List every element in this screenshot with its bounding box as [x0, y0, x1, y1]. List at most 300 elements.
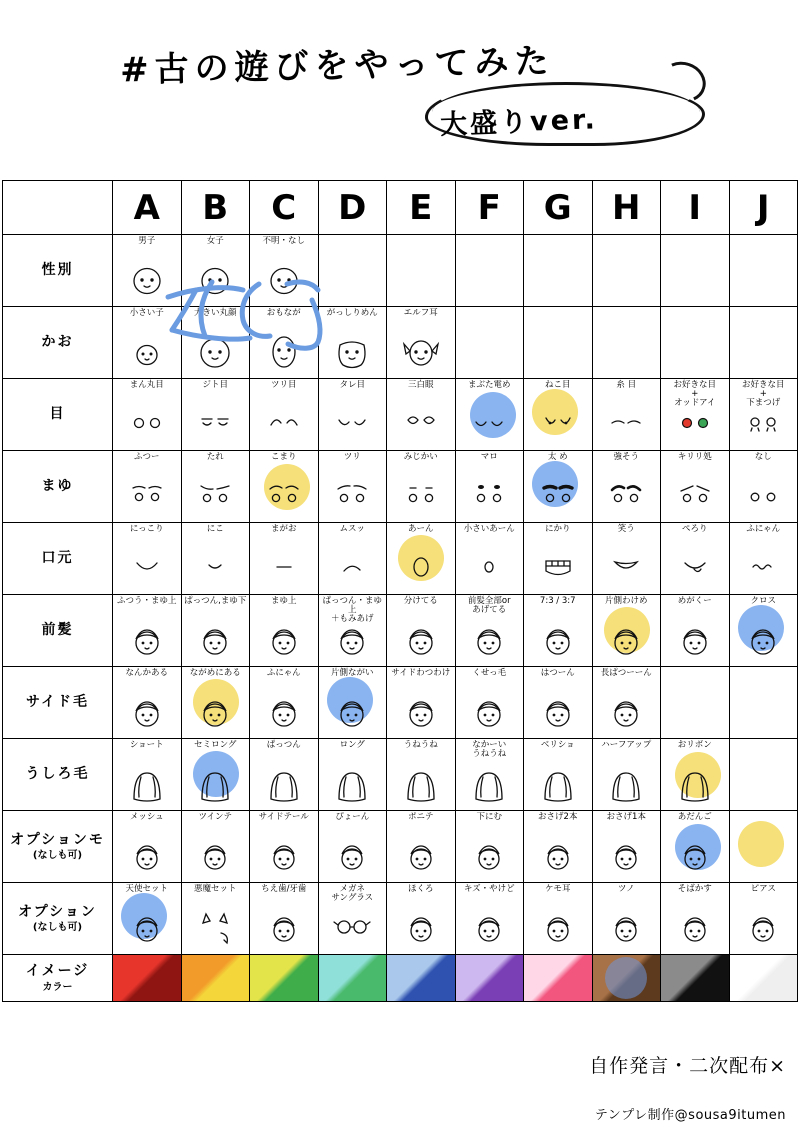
option-label: エルフ耳: [403, 308, 438, 318]
option-cell[interactable]: [524, 379, 593, 451]
option-label: 片側わけめ: [604, 596, 648, 606]
option-cell[interactable]: [181, 451, 250, 523]
option-illustration: [387, 902, 455, 952]
option-illustration: [319, 902, 387, 952]
option-illustration: [387, 398, 455, 448]
option-cell[interactable]: [181, 379, 250, 451]
option-cell[interactable]: [661, 595, 730, 667]
option-cell[interactable]: [318, 235, 387, 307]
option-label: にかり: [544, 524, 571, 534]
option-cell[interactable]: [318, 667, 387, 739]
option-cell[interactable]: [181, 739, 250, 811]
option-illustration: [593, 470, 661, 520]
option-cell[interactable]: [661, 811, 730, 883]
option-cell[interactable]: [250, 379, 319, 451]
option-cell[interactable]: [387, 667, 456, 739]
row-header-3: [3, 451, 113, 523]
option-label: にこ: [206, 524, 224, 534]
option-label: ツリ目: [270, 380, 297, 390]
option-label: 長ぱつーーん: [600, 668, 652, 678]
option-label: キズ・やけど: [463, 884, 515, 894]
option-illustration: [182, 398, 250, 448]
option-cell[interactable]: [455, 883, 524, 955]
option-cell[interactable]: [387, 379, 456, 451]
character-maker-table: [2, 180, 798, 1002]
option-cell[interactable]: [592, 451, 661, 523]
column-header-F: F: [455, 181, 524, 235]
option-cell[interactable]: [729, 379, 798, 451]
option-illustration: [456, 398, 524, 448]
option-label: そばかす: [677, 884, 712, 894]
option-cell[interactable]: [661, 307, 730, 379]
option-cell[interactable]: [318, 307, 387, 379]
option-label: はつーん: [540, 668, 575, 678]
option-label: ふつー: [133, 452, 160, 462]
option-cell[interactable]: [113, 595, 182, 667]
option-cell[interactable]: [318, 811, 387, 883]
option-label: にっこり: [129, 524, 164, 534]
column-header-D: D: [318, 181, 387, 235]
option-illustration: [387, 614, 455, 664]
option-illustration: [319, 398, 387, 448]
option-label: くせっ毛: [472, 668, 507, 678]
option-illustration: [730, 470, 798, 520]
option-illustration: [250, 254, 318, 304]
option-label: ベリショ: [540, 740, 575, 750]
option-label: あーん: [407, 524, 434, 534]
option-cell[interactable]: [181, 523, 250, 595]
option-illustration: [182, 542, 250, 592]
color-swatch-cell[interactable]: [250, 955, 319, 1002]
option-cell[interactable]: [318, 523, 387, 595]
color-swatch-cell[interactable]: [524, 955, 593, 1002]
option-label: なし: [754, 452, 772, 462]
option-illustration: [661, 470, 729, 520]
option-illustration: [319, 326, 387, 376]
option-cell[interactable]: [524, 595, 593, 667]
row-header-label: 性別: [41, 262, 74, 279]
page-subtitle: 大盛りver.: [439, 104, 599, 141]
table-row: [3, 451, 798, 523]
option-illustration: [524, 902, 592, 952]
option-cell[interactable]: [387, 739, 456, 811]
option-cell[interactable]: [455, 235, 524, 307]
option-label: おさげ1本: [606, 812, 646, 822]
option-illustration: [250, 326, 318, 376]
table-row: [3, 595, 798, 667]
row-header-sublabel: カラー: [42, 981, 73, 993]
option-cell[interactable]: [592, 883, 661, 955]
color-swatch-cell[interactable]: [455, 955, 524, 1002]
option-label: ふつう・まゆ上: [116, 596, 177, 606]
footer-notice: 自作発言・二次配布×: [589, 1055, 786, 1077]
row-header-7: [3, 739, 113, 811]
option-cell[interactable]: [455, 739, 524, 811]
table-row: [3, 739, 798, 811]
row-header-label: 口元: [41, 550, 74, 567]
option-cell[interactable]: [318, 883, 387, 955]
option-cell[interactable]: [661, 451, 730, 523]
option-illustration: [524, 686, 592, 736]
option-cell[interactable]: [592, 307, 661, 379]
page-title: #古の遊びをやってみた: [119, 41, 555, 91]
option-cell[interactable]: [524, 739, 593, 811]
option-label: ぱっつん・まゆ上 ＋もみあげ: [322, 596, 382, 624]
row-header-4: [3, 523, 113, 595]
option-label: まゆ上: [270, 596, 297, 606]
option-illustration: [250, 398, 318, 448]
option-label: ピアス: [750, 884, 776, 894]
option-illustration: [319, 686, 387, 736]
option-label: クロス: [750, 596, 776, 606]
row-header-color: [3, 955, 113, 1002]
option-illustration: [456, 542, 524, 592]
option-illustration: [113, 398, 181, 448]
option-label: ムスッ: [339, 524, 365, 534]
option-illustration: [319, 758, 387, 808]
color-swatch: [387, 955, 455, 1001]
color-swatch-cell[interactable]: [318, 955, 387, 1002]
row-header-sublabel: (なしも可): [32, 850, 83, 862]
option-label: 下にむ: [476, 812, 502, 822]
table-body: [3, 235, 798, 1002]
table-row: [3, 523, 798, 595]
option-cell[interactable]: [250, 667, 319, 739]
option-cell[interactable]: [729, 307, 798, 379]
option-cell[interactable]: [318, 451, 387, 523]
option-illustration: [250, 542, 318, 592]
option-cell[interactable]: [250, 595, 319, 667]
table-row: [3, 667, 798, 739]
option-illustration: [113, 542, 181, 592]
option-cell[interactable]: [592, 739, 661, 811]
option-illustration: [524, 758, 592, 808]
title-area: [0, 0, 800, 180]
table-row: [3, 379, 798, 451]
option-cell[interactable]: [318, 595, 387, 667]
option-label: ねこ目: [544, 380, 571, 390]
option-cell[interactable]: [250, 811, 319, 883]
column-header-A: A: [113, 181, 182, 235]
option-cell[interactable]: [592, 523, 661, 595]
option-label: ぱっつん,まゆ下: [184, 596, 247, 606]
row-header-label: オプションモ: [10, 831, 105, 848]
color-swatch: [661, 955, 729, 1001]
option-cell[interactable]: [524, 811, 593, 883]
option-illustration: [319, 830, 387, 880]
option-label: タレ目: [339, 380, 365, 390]
option-cell[interactable]: [729, 235, 798, 307]
option-illustration: [593, 902, 661, 952]
option-illustration: [593, 830, 661, 880]
option-illustration: [387, 326, 455, 376]
option-cell[interactable]: [592, 595, 661, 667]
color-swatch: [250, 955, 318, 1001]
option-label: 小さい子: [129, 308, 164, 318]
option-cell[interactable]: [524, 235, 593, 307]
option-cell[interactable]: [181, 595, 250, 667]
option-cell[interactable]: [113, 379, 182, 451]
option-illustration: [661, 614, 729, 664]
option-cell[interactable]: [250, 307, 319, 379]
option-label: お好きな目 + オッドアイ: [673, 380, 716, 408]
option-cell[interactable]: [729, 739, 798, 811]
footer: [589, 1051, 786, 1123]
option-label: こまり: [270, 452, 297, 462]
option-cell[interactable]: [455, 451, 524, 523]
option-illustration: [524, 830, 592, 880]
option-label: ぱっつん: [266, 740, 301, 750]
option-cell[interactable]: [181, 667, 250, 739]
option-cell[interactable]: [524, 667, 593, 739]
option-cell[interactable]: [524, 307, 593, 379]
option-illustration: [524, 542, 592, 592]
option-illustration: [113, 614, 181, 664]
option-cell[interactable]: [387, 451, 456, 523]
option-illustration: [250, 758, 318, 808]
color-swatch: [113, 955, 181, 1001]
column-header-G: G: [524, 181, 593, 235]
option-cell[interactable]: [387, 883, 456, 955]
option-label: うねうね: [403, 740, 438, 750]
option-cell[interactable]: [455, 379, 524, 451]
option-illustration: [524, 470, 592, 520]
row-header-0: [3, 235, 113, 307]
color-swatch: [456, 955, 524, 1001]
column-header-E: E: [387, 181, 456, 235]
option-label: 笑う: [617, 524, 635, 534]
row-header-1: [3, 307, 113, 379]
option-cell[interactable]: [455, 595, 524, 667]
column-header-B: B: [181, 181, 250, 235]
option-cell[interactable]: [318, 379, 387, 451]
color-swatch-cell[interactable]: [661, 955, 730, 1002]
option-cell[interactable]: [387, 811, 456, 883]
option-label: ちえ歯/牙歯: [261, 884, 307, 894]
option-illustration: [113, 758, 181, 808]
option-illustration: [182, 686, 250, 736]
option-label: ロング: [339, 740, 365, 750]
option-cell[interactable]: [729, 811, 798, 883]
option-label: ショート: [129, 740, 164, 750]
option-cell[interactable]: [661, 739, 730, 811]
option-label: 三白眼: [407, 380, 434, 390]
option-illustration: [182, 254, 250, 304]
option-illustration: [182, 758, 250, 808]
option-label: 分けてる: [403, 596, 438, 606]
option-illustration: [661, 542, 729, 592]
option-label: なんかある: [125, 668, 168, 678]
option-illustration: [387, 542, 455, 592]
option-cell[interactable]: [661, 523, 730, 595]
option-illustration: [113, 830, 181, 880]
option-label: ハーフアップ: [601, 740, 652, 750]
option-cell[interactable]: [250, 739, 319, 811]
row-header-label: イメージ: [25, 963, 90, 980]
option-label: サイドわつわけ: [391, 668, 451, 678]
column-header-C: C: [250, 181, 319, 235]
option-cell[interactable]: [387, 595, 456, 667]
option-cell[interactable]: [729, 883, 798, 955]
option-cell[interactable]: [113, 235, 182, 307]
option-label: 前髪全部or あげてる: [467, 596, 511, 615]
option-label: ぺろり: [681, 524, 708, 534]
option-cell[interactable]: [661, 235, 730, 307]
option-label: まがお: [270, 524, 297, 534]
color-swatch-cell[interactable]: [181, 955, 250, 1002]
option-label: ふにゃん: [266, 668, 301, 678]
option-cell[interactable]: [181, 811, 250, 883]
option-illustration: [182, 902, 250, 952]
option-label: 大きい丸顔: [193, 308, 237, 318]
option-cell[interactable]: [113, 307, 182, 379]
option-label: ツノ: [617, 884, 635, 894]
option-label: マロ: [480, 452, 498, 462]
option-cell[interactable]: [113, 523, 182, 595]
option-cell[interactable]: [113, 451, 182, 523]
option-cell[interactable]: [250, 451, 319, 523]
option-illustration: [387, 470, 455, 520]
option-label: 天使セット: [125, 884, 168, 894]
table-row: [3, 307, 798, 379]
column-header-I: I: [661, 181, 730, 235]
option-label: キリリ処: [677, 452, 712, 462]
option-cell[interactable]: [250, 235, 319, 307]
option-label: あだんご: [677, 812, 712, 822]
option-cell[interactable]: [592, 811, 661, 883]
color-swatch-cell[interactable]: [592, 955, 661, 1002]
option-illustration: [456, 758, 524, 808]
option-cell[interactable]: [592, 667, 661, 739]
option-cell[interactable]: [661, 667, 730, 739]
option-label: 片側ながい: [330, 668, 374, 678]
option-label: ツインテ: [198, 812, 233, 822]
option-cell[interactable]: [250, 883, 319, 955]
option-cell[interactable]: [181, 307, 250, 379]
option-label: 小さいあーん: [463, 524, 515, 534]
row-header-label: 前髪: [41, 622, 74, 639]
color-swatch-cell[interactable]: [729, 955, 798, 1002]
option-label: ケモ耳: [544, 884, 571, 894]
option-cell[interactable]: [455, 307, 524, 379]
option-label: ふにゃん: [746, 524, 781, 534]
option-illustration: [730, 614, 798, 664]
option-label: 7:3 / 3:7: [539, 596, 576, 606]
option-cell[interactable]: [729, 595, 798, 667]
option-cell[interactable]: [592, 379, 661, 451]
option-label: なかーい うねうね: [472, 740, 507, 759]
option-cell[interactable]: [181, 883, 250, 955]
option-label: 糸 目: [616, 380, 637, 390]
option-cell[interactable]: [181, 235, 250, 307]
option-cell[interactable]: [729, 523, 798, 595]
option-illustration: [182, 614, 250, 664]
option-cell[interactable]: [455, 811, 524, 883]
table-row: [3, 235, 798, 307]
option-illustration: [524, 614, 592, 664]
option-illustration: [250, 902, 318, 952]
row-header-label: オプション: [18, 903, 97, 920]
option-illustration: [113, 686, 181, 736]
option-illustration: [593, 398, 661, 448]
option-illustration: [387, 686, 455, 736]
column-header-H: H: [592, 181, 661, 235]
option-illustration: [387, 830, 455, 880]
option-cell[interactable]: [524, 523, 593, 595]
option-cell[interactable]: [661, 379, 730, 451]
option-cell[interactable]: [524, 451, 593, 523]
option-label: 男子: [138, 236, 156, 246]
option-illustration: [250, 614, 318, 664]
option-cell[interactable]: [387, 307, 456, 379]
option-illustration: [661, 758, 729, 808]
option-illustration: [593, 542, 661, 592]
highlight-circle: [738, 821, 784, 867]
option-illustration: [456, 470, 524, 520]
color-swatch: [319, 955, 387, 1001]
option-label: 強そう: [613, 452, 639, 462]
option-cell[interactable]: [455, 523, 524, 595]
option-label: ジト目: [202, 380, 228, 390]
option-label: まん丸目: [129, 380, 164, 390]
option-cell[interactable]: [592, 235, 661, 307]
option-cell[interactable]: [318, 739, 387, 811]
option-illustration: [456, 830, 524, 880]
option-cell[interactable]: [387, 523, 456, 595]
option-illustration: [113, 902, 181, 952]
table-row: [3, 811, 798, 883]
table-header-row: [3, 181, 798, 235]
color-swatch-cell[interactable]: [387, 955, 456, 1002]
option-illustration: [250, 470, 318, 520]
option-illustration: [661, 830, 729, 880]
column-header-J: J: [729, 181, 798, 235]
option-cell[interactable]: [729, 667, 798, 739]
option-cell[interactable]: [113, 883, 182, 955]
option-illustration: [524, 398, 592, 448]
option-label: おリボン: [677, 740, 712, 750]
row-header-label: うしろ毛: [25, 766, 90, 783]
option-illustration: [456, 614, 524, 664]
option-label: たれ: [206, 452, 224, 462]
option-illustration: [319, 542, 387, 592]
option-illustration: [182, 830, 250, 880]
option-cell[interactable]: [729, 451, 798, 523]
option-illustration: [730, 542, 798, 592]
option-cell[interactable]: [455, 667, 524, 739]
option-cell[interactable]: [113, 667, 182, 739]
option-illustration: [250, 830, 318, 880]
option-illustration: [113, 470, 181, 520]
option-illustration: [113, 254, 181, 304]
row-header-label: まゆ: [41, 478, 74, 495]
color-swatch: [524, 955, 592, 1001]
option-label: ほくろ: [407, 884, 434, 894]
option-cell[interactable]: [387, 235, 456, 307]
option-cell[interactable]: [113, 811, 182, 883]
option-illustration: [387, 758, 455, 808]
option-illustration: [250, 686, 318, 736]
option-cell[interactable]: [250, 523, 319, 595]
option-cell[interactable]: [113, 739, 182, 811]
option-label: ツリ: [343, 452, 361, 462]
option-label: みじかい: [403, 452, 438, 462]
option-cell[interactable]: [524, 883, 593, 955]
option-label: 太 め: [547, 452, 568, 462]
option-label: がっしりめん: [326, 308, 378, 318]
color-swatch-cell[interactable]: [113, 955, 182, 1002]
option-cell[interactable]: [661, 883, 730, 955]
